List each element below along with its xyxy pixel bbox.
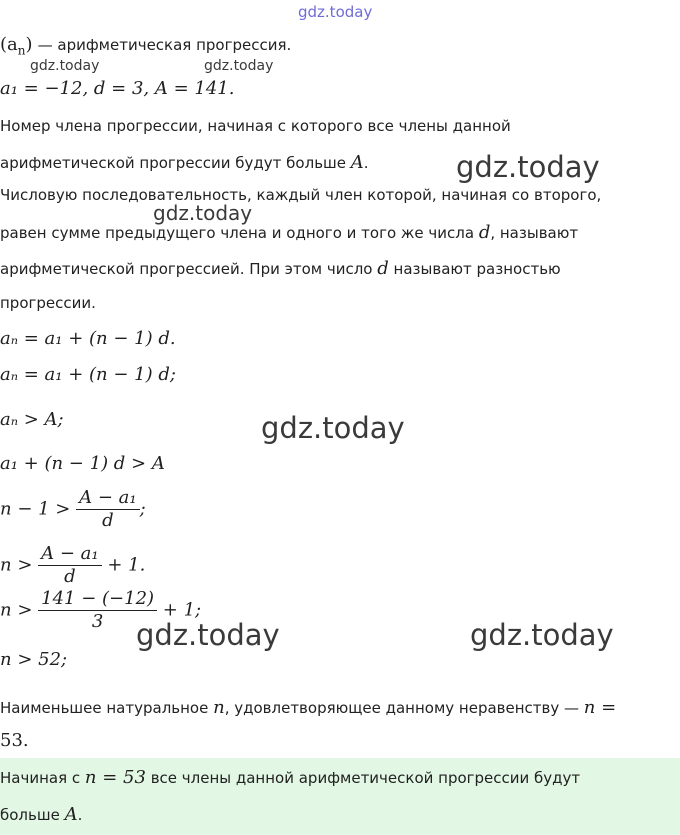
formula-inequality-1: aₙ > A; xyxy=(0,409,64,430)
definition-line-1: Числовую последовательность, каждый член которой, начиная со второго, xyxy=(0,186,602,204)
conclusion-line-2: 53. xyxy=(0,730,29,751)
definition-line-3: арифметической прогрессией. При этом число d называют разностью xyxy=(0,258,561,279)
given-sequence: $(a_n)$ — арифметическая прогрессия. xyxy=(0,34,292,58)
watermark-top: gdz.today xyxy=(298,3,373,21)
watermark-small: gdz.today xyxy=(204,58,274,74)
formula-result: n > 52; xyxy=(0,649,68,670)
answer-line-1: Начиная с n = 53 все члены данной арифметической прогрессии будут xyxy=(0,767,581,788)
formula-inequality-4: n > $\frac{\text{A − a₁}}{d}$ + 1. xyxy=(0,543,146,587)
task-line-1: Номер члена прогрессии, начиная с которого все члены данной xyxy=(0,117,511,135)
watermark-big: gdz.today xyxy=(456,150,600,184)
answer-line-2: больше A. xyxy=(0,804,83,825)
formula-inequality-5: n > $\frac{141 - (-12)}{3}$ + 1; xyxy=(0,588,202,632)
watermark-big: gdz.today xyxy=(136,618,280,652)
watermark-big: gdz.today xyxy=(470,618,614,652)
watermark-big: gdz.today xyxy=(261,411,405,445)
formula-general-term: aₙ = a₁ + (n − 1) d. xyxy=(0,328,176,349)
task-line-2: арифметической прогрессии будут больше A. xyxy=(0,152,369,173)
formula-inequality-2: a₁ + (n − 1) d > A xyxy=(0,453,165,474)
conclusion-line-1: Наименьшее натуральное n, удовлетворяющее данному неравенству — n = xyxy=(0,697,617,718)
given-values: a₁ = −12, d = 3, A = 141. xyxy=(0,78,235,99)
watermark-medium: gdz.today xyxy=(153,201,253,225)
formula-inequality-3: n − 1 > $\frac{\text{A − a₁}}{d}$ ; xyxy=(0,487,146,531)
definition-line-4: прогрессии. xyxy=(0,294,96,312)
formula-general-term-2: aₙ = a₁ + (n − 1) d; xyxy=(0,364,176,385)
watermark-small: gdz.today xyxy=(30,58,100,74)
definition-line-2: равен сумме предыдущего члена и одного и того же числа d, называют xyxy=(0,222,579,243)
